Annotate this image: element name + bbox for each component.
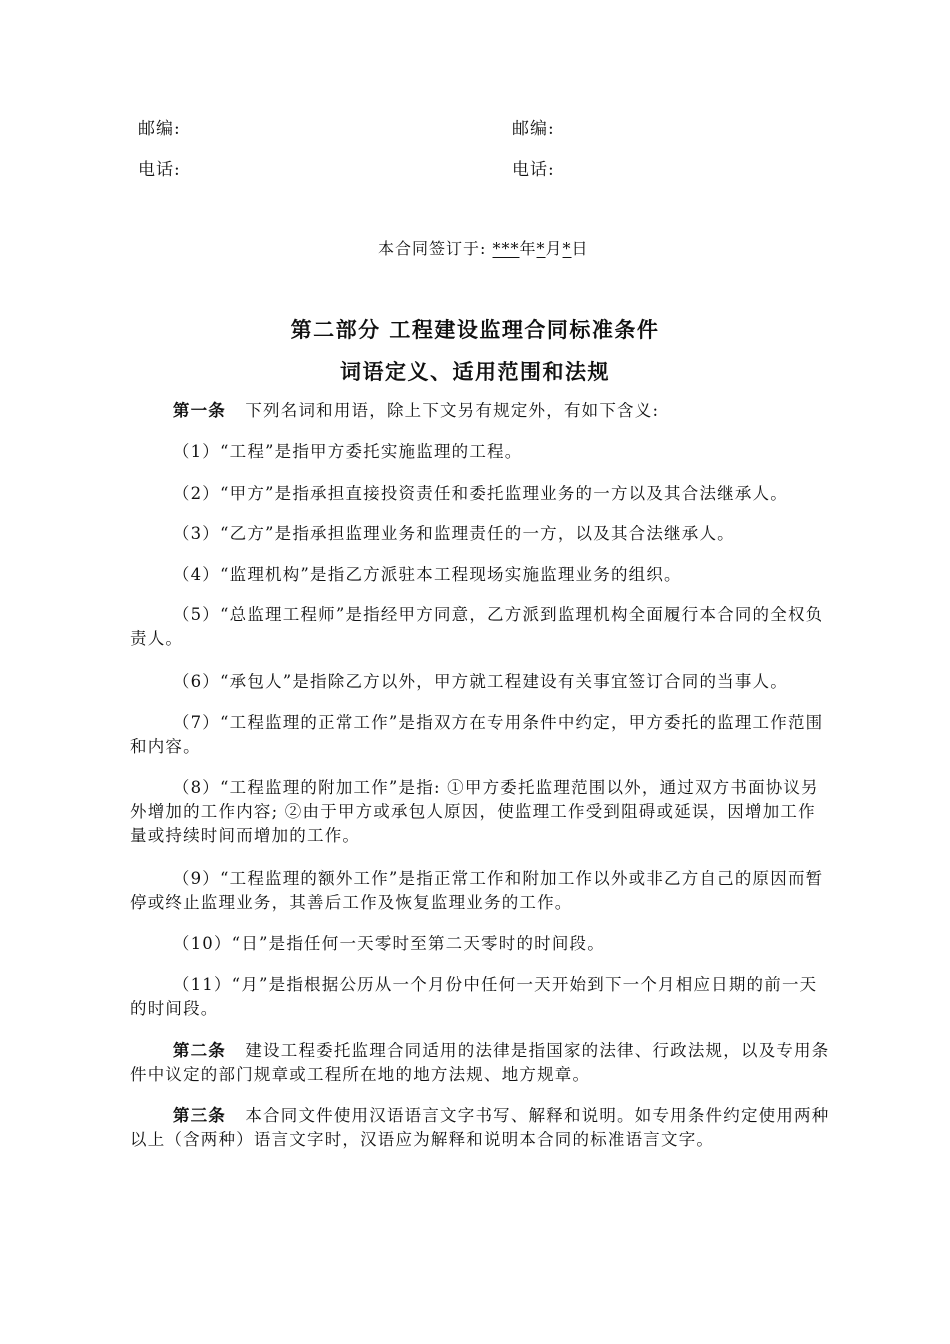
article-1-label: 第一条	[172, 401, 226, 420]
definition-text: （1）“工程”是指甲方委托实施监理的工程。	[172, 442, 523, 461]
postcode-label-left: 邮编:	[138, 119, 181, 139]
article-3	[130, 1104, 830, 1152]
article-3-label: 第三条	[172, 1106, 226, 1125]
definition-6	[130, 670, 830, 694]
article-1	[130, 399, 830, 423]
definition-text: （3）“乙方”是指承担监理业务和监理责任的一方，以及其合法继承人。	[172, 524, 735, 543]
definition-10	[130, 932, 830, 956]
signing-month-unit: 月	[545, 239, 563, 258]
postcode-label-right: 邮编:	[512, 119, 555, 139]
definition-text: （8）“工程监理的附加工作”是指: ①甲方委托监理范围以外，通过双方书面协议另外增加的工作内容; ②由于甲方或承包人原因，使监理工作受到阻碍或延误，因增加工作量或持续时间而增加的工作。	[130, 778, 819, 845]
part-title: 第二部分 工程建设监理合同标准条件	[290, 317, 660, 342]
signing-year: ***	[492, 239, 520, 258]
definition-1	[130, 440, 830, 464]
signing-day-unit: 日	[571, 239, 589, 258]
definition-text: （6）“承包人”是指除乙方以外，甲方就工程建设有关事宜签订合同的当事人。	[172, 672, 788, 691]
article-2-label: 第二条	[172, 1041, 226, 1060]
phone-label-left: 电话:	[138, 160, 181, 180]
definition-8	[130, 776, 830, 848]
signing-year-unit: 年	[519, 239, 537, 258]
definition-text: （4）“监理机构”是指乙方派驻本工程现场实施监理业务的组织。	[172, 565, 682, 584]
phone-label-right: 电话:	[512, 160, 555, 180]
definition-11	[130, 973, 830, 1021]
definition-text: （9）“工程监理的额外工作”是指正常工作和附加工作以外或非乙方自己的原因而暂停或终止监理业务，其善后工作及恢复监理业务的工作。	[130, 869, 824, 912]
definition-2	[130, 482, 830, 506]
article-2-text: 建设工程委托监理合同适用的法律是指国家的法律、行政法规，以及专用条件中议定的部门规章或工程所在地的地方法规、地方规章。	[130, 1041, 830, 1084]
definition-5	[130, 603, 830, 651]
definition-3	[130, 522, 830, 546]
definition-4	[130, 563, 830, 587]
signing-month: *	[536, 239, 546, 258]
signing-day: *	[562, 239, 572, 258]
article-1-text: 下列名词和用语，除上下文另有规定外，有如下含义:	[245, 401, 660, 420]
signing-prefix: 本合同签订于:	[378, 239, 487, 258]
definition-text: （2）“甲方”是指承担直接投资责任和委托监理业务的一方以及其合法继承人。	[172, 484, 788, 503]
article-2	[130, 1039, 830, 1087]
definition-text: （5）“总监理工程师”是指经甲方同意，乙方派到监理机构全面履行本合同的全权负责人。	[130, 605, 824, 648]
definition-text: （7）“工程监理的正常工作”是指双方在专用条件中约定，甲方委托的监理工作范围和内容。	[130, 713, 824, 756]
section-title: 词语定义、适用范围和法规	[340, 359, 610, 384]
definition-text: （11）“月”是指根据公历从一个月份中任何一天开始到下一个月相应日期的前一天的时间段。	[130, 975, 818, 1018]
signing-date	[378, 236, 589, 259]
definition-7	[130, 711, 830, 759]
definition-9	[130, 867, 830, 915]
article-3-text: 本合同文件使用汉语语言文字书写、解释和说明。如专用条件约定使用两种以上（含两种）语言文字时，汉语应为解释和说明本合同的标准语言文字。	[130, 1106, 830, 1149]
definition-text: （10）“日”是指任何一天零时至第二天零时的时间段。	[172, 934, 605, 953]
